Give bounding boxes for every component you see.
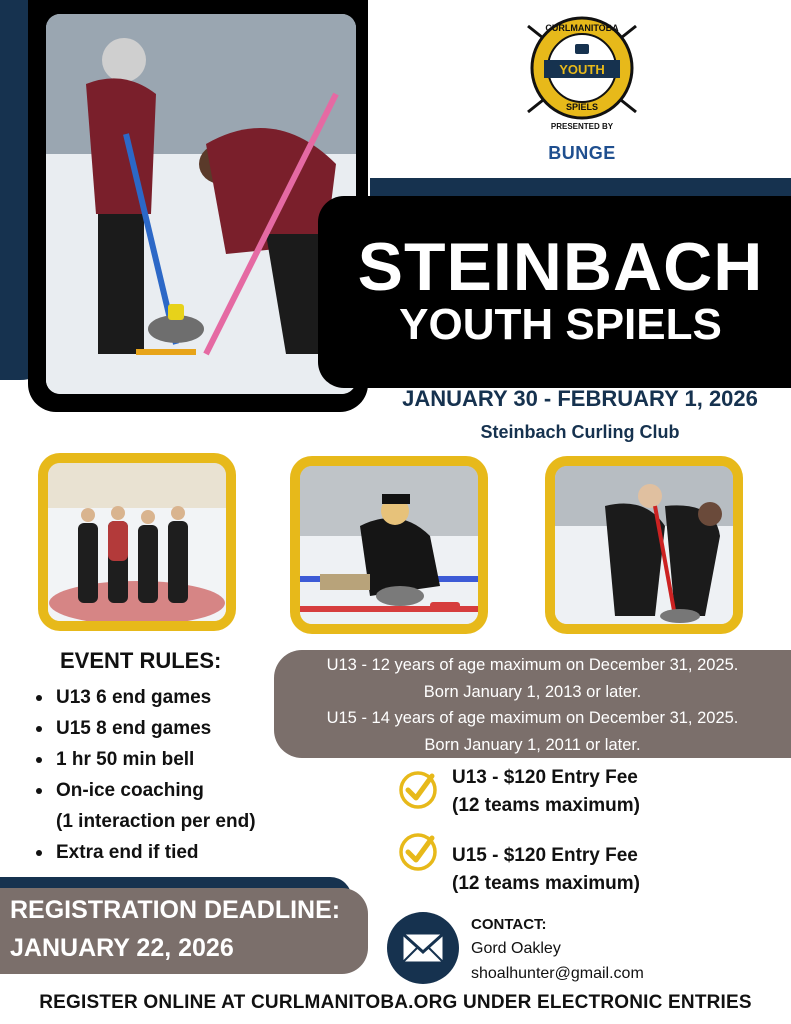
team-photo-frame xyxy=(38,453,236,631)
age-rule-line: U15 - 14 years of age maximum on December 31, 2025. xyxy=(326,709,739,727)
delivery-illustration xyxy=(300,466,478,624)
fee-u15 xyxy=(452,842,640,898)
presented-by-label: PRESENTED BY xyxy=(550,122,614,131)
contact-name: Gord Oakley xyxy=(471,940,561,957)
delivery-photo xyxy=(300,466,478,624)
logo-text-bottom: SPIELS xyxy=(565,102,599,112)
delivery-photo-frame xyxy=(290,456,488,634)
age-rule-line: Born January 1, 2011 or later. xyxy=(424,735,641,754)
age-rules-box xyxy=(274,650,791,758)
deadline-label: REGISTRATION DEADLINE: xyxy=(10,896,341,924)
mail-icon xyxy=(387,912,459,984)
curlers-sweeping-photo xyxy=(46,14,356,394)
event-venue: Steinbach Curling Club xyxy=(480,422,680,442)
contact-label: CONTACT: xyxy=(471,916,547,933)
logo-graphic xyxy=(520,8,644,128)
sponsor-logo: BUNGE xyxy=(548,143,616,163)
fee-u13-price: U13 - $120 Entry Fee xyxy=(452,767,638,788)
team-illustration xyxy=(48,463,226,621)
sweeping-illustration xyxy=(555,466,733,624)
logo-text-top: CURLMANITOBA xyxy=(545,23,619,33)
fee-u13-limit: (12 teams maximum) xyxy=(452,795,640,816)
rule-item: U15 8 end games xyxy=(34,713,324,744)
event-rules-heading: EVENT RULES: xyxy=(60,648,222,673)
fee-u13 xyxy=(452,764,640,820)
register-online-footer: REGISTER ONLINE AT CURLMANITOBA.ORG UNDER ELECTRONIC ENTRIES xyxy=(39,992,752,1013)
checkmark-icon xyxy=(398,832,438,872)
rule-item: U13 6 end games xyxy=(34,682,324,713)
sweeping-photo xyxy=(555,466,733,624)
rule-item: 1 hr 50 min bell xyxy=(34,744,324,775)
curlmanitoba-youth-spiels-logo xyxy=(520,8,644,128)
age-rule-line: U13 - 12 years of age maximum on December 31, 2025. xyxy=(326,656,739,674)
sweeping-photo-frame xyxy=(545,456,743,634)
curlers-illustration xyxy=(46,14,356,394)
checkmark-icon xyxy=(398,770,438,810)
rule-item-continuation: (1 interaction per end) xyxy=(56,811,256,832)
team-photo xyxy=(48,463,226,621)
fee-u15-limit: (12 teams maximum) xyxy=(452,873,640,894)
rule-item: On-ice coaching xyxy=(34,775,324,806)
event-subtitle: YOUTH SPIELS xyxy=(399,300,722,349)
logo-text-middle: YOUTH xyxy=(559,62,605,77)
event-dates: JANUARY 30 - FEBRUARY 1, 2026 xyxy=(402,386,758,411)
main-photo-frame xyxy=(28,0,368,412)
rule-item: Extra end if tied xyxy=(34,837,324,868)
age-rule-line: Born January 1, 2013 or later. xyxy=(423,682,642,701)
deadline-date: JANUARY 22, 2026 xyxy=(10,934,234,962)
contact-email-link[interactable]: shoalhunter@gmail.com xyxy=(471,965,644,982)
event-title: STEINBACH xyxy=(357,229,764,305)
fee-u15-price: U15 - $120 Entry Fee xyxy=(452,845,638,866)
